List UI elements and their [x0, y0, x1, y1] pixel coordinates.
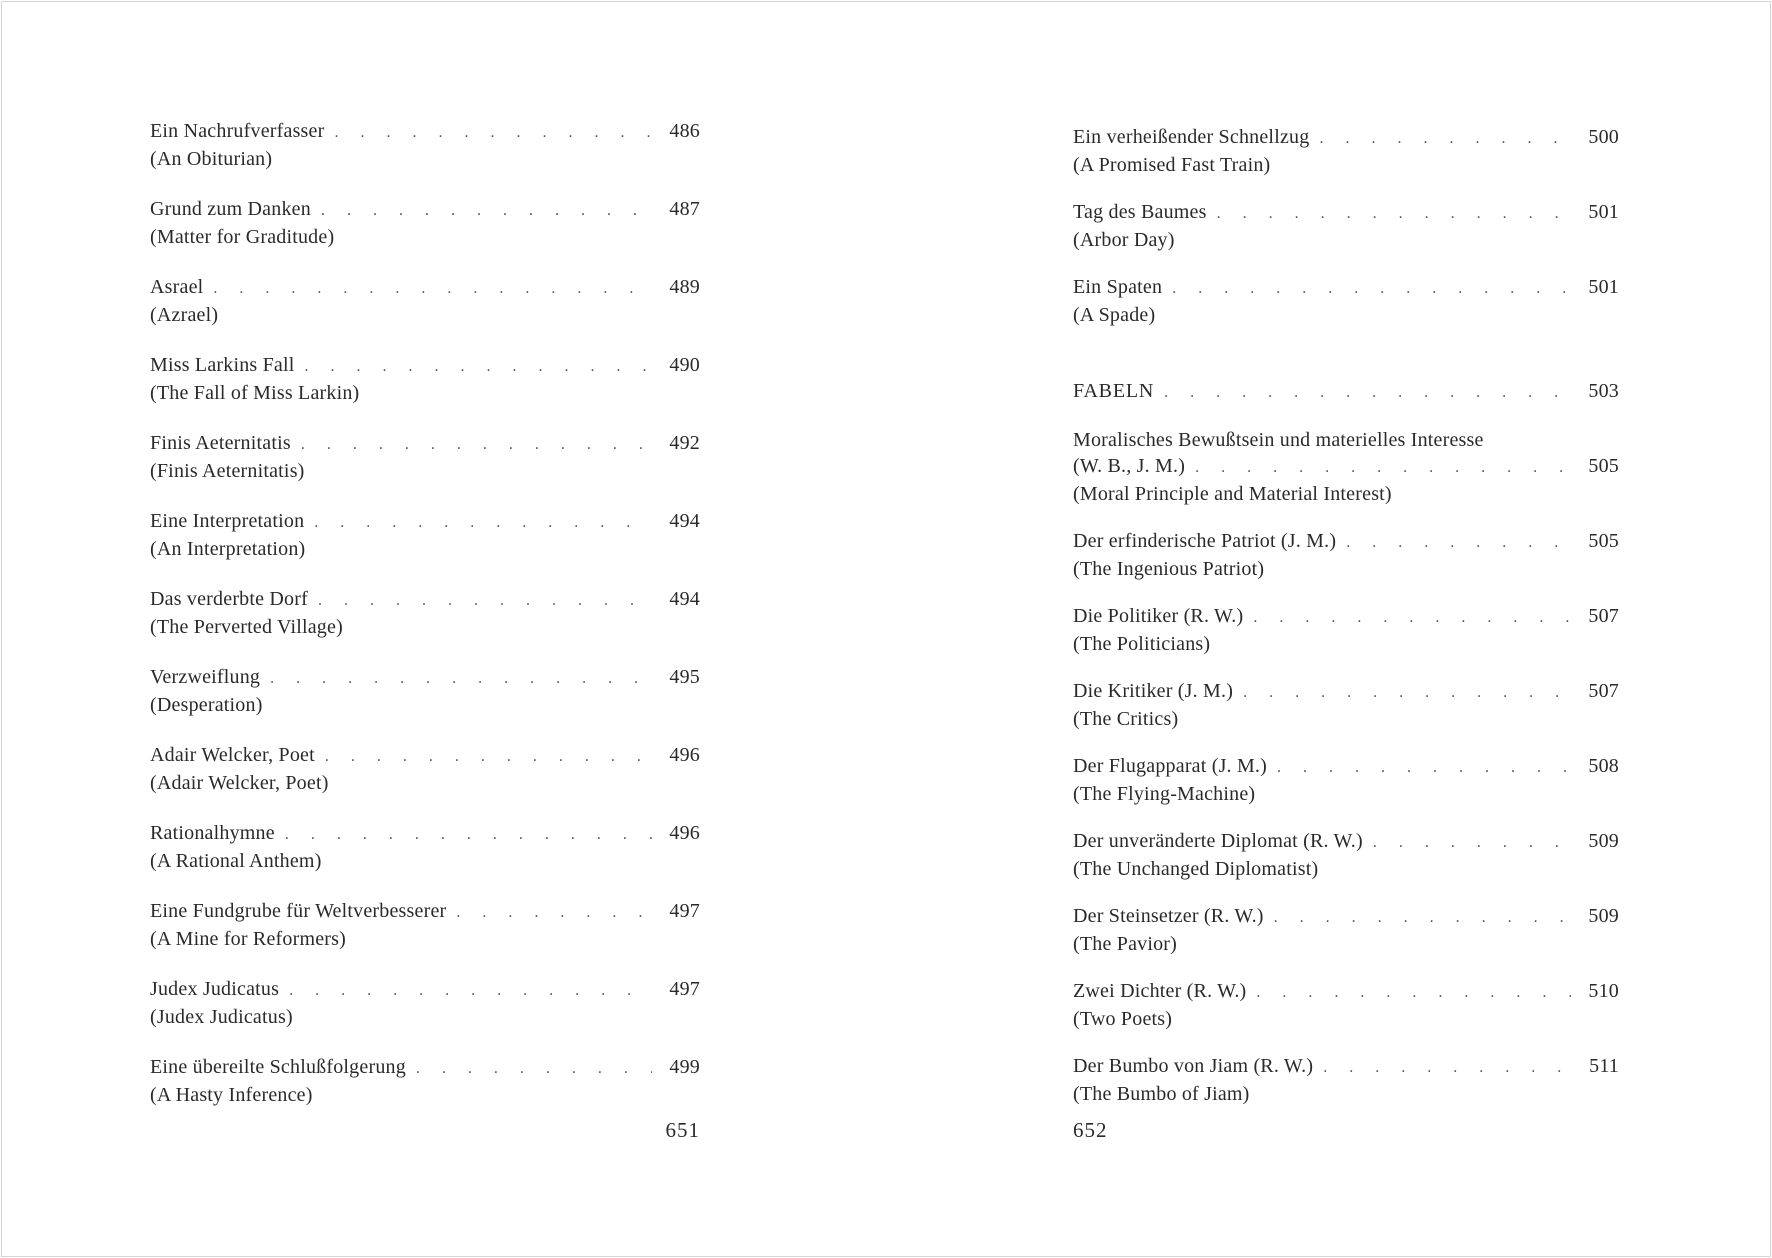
toc-entry [150, 976, 700, 1030]
entry-subtitle: (An Interpretation) [150, 538, 306, 560]
entry-page-number: 496 [669, 744, 700, 766]
toc-entry [1073, 828, 1619, 882]
entry-subtitle: (Finis Aeternitatis) [150, 460, 305, 482]
entry-subtitle: (The Perverted Village) [150, 616, 343, 638]
entry-subtitle: (Adair Welcker, Poet) [150, 772, 329, 794]
entry-title: Der unveränderte Diplomat (R. W.) [1073, 830, 1363, 852]
toc-entry [150, 508, 700, 562]
leader-dots [275, 822, 652, 848]
entry-subtitle: (Azrael) [150, 304, 219, 326]
entry-page-number: 507 [1588, 680, 1619, 702]
entry-title: Judex Judicatus [150, 978, 280, 1000]
entry-subtitle: (Desperation) [150, 694, 263, 716]
entry-title: Die Politiker (R. W.) [1073, 605, 1244, 627]
entry-title: Eine Fundgrube für Weltverbesserer [150, 900, 447, 922]
entry-subtitle: (A Spade) [1073, 304, 1156, 326]
leader-dots [1309, 126, 1571, 152]
entry-title: Moralisches Bewußtsein und materielles Interesse [1073, 429, 1484, 451]
toc-entry [150, 118, 700, 172]
entry-authors: (W. B., J. M.) [1073, 455, 1186, 477]
entry-title: Eine Interpretation [150, 510, 305, 532]
entry-page-number: 509 [1588, 905, 1619, 927]
leader-dots [315, 744, 652, 770]
leader-dots [1267, 755, 1571, 781]
toc-entry [150, 352, 700, 406]
toc-entry [1073, 199, 1619, 253]
entry-subtitle: (The Fall of Miss Larkin) [150, 382, 360, 404]
leader-dots [1243, 605, 1571, 631]
entry-title: Das verderbte Dorf [150, 588, 308, 610]
leader-dots [279, 978, 652, 1004]
leader-dots [324, 120, 652, 146]
toc-entry [150, 196, 700, 250]
leader-dots [1336, 530, 1571, 556]
entry-page-number: 510 [1588, 980, 1619, 1002]
entry-subtitle: (Judex Judicatus) [150, 1006, 293, 1028]
entry-title: Der Steinsetzer (R. W.) [1073, 905, 1264, 927]
leader-dots [308, 588, 652, 614]
entry-page-number: 487 [669, 198, 700, 220]
toc-entry [150, 898, 700, 952]
entry-subtitle: (The Pavior) [1073, 933, 1178, 955]
entry-subtitle: (A Hasty Inference) [150, 1084, 313, 1106]
leader-dots [1162, 276, 1571, 302]
entry-page-number: 494 [669, 588, 700, 610]
leader-dots [446, 900, 652, 926]
entry-page-number: 501 [1588, 276, 1619, 298]
toc-entry [150, 664, 700, 718]
toc-entry [1073, 1053, 1619, 1107]
leader-dots [311, 198, 652, 224]
toc-entry [1073, 274, 1619, 328]
book-spread [1, 1, 1771, 1257]
entry-subtitle: (Matter for Graditude) [150, 226, 335, 248]
toc-entry [150, 1054, 700, 1108]
entry-page-number: 489 [669, 276, 700, 298]
entry-page-number: 500 [1588, 126, 1619, 148]
entry-subtitle: (Moral Principle and Material Interest) [1073, 483, 1392, 505]
toc-entry [150, 586, 700, 640]
page-number-footer: 651 [665, 1118, 700, 1142]
entry-title: Der Bumbo von Jiam (R. W.) [1073, 1055, 1314, 1077]
toc-entry [1073, 528, 1619, 582]
entry-subtitle: (The Critics) [1073, 708, 1179, 730]
entry-page-number: 499 [669, 1056, 700, 1078]
entry-subtitle: (A Mine for Reformers) [150, 928, 347, 950]
toc-entry [1073, 903, 1619, 957]
leader-dots [1363, 830, 1571, 856]
leader-dots [304, 510, 652, 536]
leader-dots [1233, 680, 1571, 706]
entry-title: Ein Spaten [1073, 276, 1163, 298]
toc-entry [1073, 978, 1619, 1032]
toc-entry [1073, 753, 1619, 807]
entry-title: Miss Larkins Fall [150, 354, 295, 376]
leader-dots [1154, 380, 1571, 406]
entry-page-number: 492 [669, 432, 700, 454]
leader-dots [291, 432, 652, 458]
entry-page-number: 496 [669, 822, 700, 844]
entry-title: Finis Aeternitatis [150, 432, 291, 454]
entry-subtitle: (The Bumbo of Jiam) [1073, 1083, 1250, 1105]
leader-dots [203, 276, 652, 302]
section-title: FABELN [1073, 380, 1155, 402]
entry-page-number: 505 [1588, 455, 1619, 477]
entry-page-number: 494 [669, 510, 700, 532]
entry-title: Adair Welcker, Poet [150, 744, 315, 766]
entry-page-number: 486 [669, 120, 700, 142]
entry-subtitle: (The Flying-Machine) [1073, 783, 1256, 805]
entry-page-number: 508 [1588, 755, 1619, 777]
leader-dots [1246, 980, 1571, 1006]
entry-title: Grund zum Danken [150, 198, 311, 220]
entry-page-number: 497 [669, 978, 700, 1000]
entry-title: Ein Nachrufverfasser [150, 120, 325, 142]
entry-title: Die Kritiker (J. M.) [1073, 680, 1234, 702]
entry-title: Asrael [150, 276, 204, 298]
entry-page-number: 509 [1588, 830, 1619, 852]
toc-entry [1073, 678, 1619, 732]
entry-title: Rationalhymne [150, 822, 275, 844]
toc-entry [150, 274, 700, 328]
leader-dots [1185, 455, 1571, 481]
toc-entry [150, 820, 700, 874]
entry-subtitle: (A Rational Anthem) [150, 850, 322, 872]
toc-entry [1073, 603, 1619, 657]
entry-title: Der Flugapparat (J. M.) [1073, 755, 1267, 777]
entry-title: Zwei Dichter (R. W.) [1073, 980, 1247, 1002]
leader-dots [1207, 201, 1571, 227]
entry-title: Der erfinderische Patriot (J. M.) [1073, 530, 1337, 552]
leader-dots [1264, 905, 1571, 931]
entry-title: Verzweiflung [150, 666, 261, 688]
entry-subtitle: (The Ingenious Patriot) [1073, 558, 1265, 580]
entry-subtitle: (A Promised Fast Train) [1073, 154, 1271, 176]
entry-title: Eine übereilte Schlußfolgerung [150, 1056, 406, 1078]
entry-subtitle: (The Politicians) [1073, 633, 1211, 655]
leader-dots [406, 1056, 652, 1082]
leader-dots [295, 354, 652, 380]
entry-page-number: 501 [1588, 201, 1619, 223]
section-heading-fabeln [1073, 378, 1619, 406]
entry-page-number: 497 [669, 900, 700, 922]
toc-entry [1073, 427, 1619, 507]
entry-page-number: 490 [669, 354, 700, 376]
entry-title: Ein verheißender Schnellzug [1073, 126, 1310, 148]
leader-dots [260, 666, 652, 692]
toc-entry [150, 742, 700, 796]
leader-dots [1313, 1055, 1571, 1081]
entry-subtitle: (Two Poets) [1073, 1008, 1173, 1030]
entry-page-number: 495 [669, 666, 700, 688]
entry-page-number: 505 [1588, 530, 1619, 552]
entry-subtitle: (An Obiturian) [150, 148, 273, 170]
toc-entry [150, 430, 700, 484]
entry-page-number: 507 [1588, 605, 1619, 627]
entry-subtitle: (Arbor Day) [1073, 229, 1175, 251]
entry-page-number: 511 [1589, 1055, 1619, 1077]
entry-subtitle: (The Unchanged Diplomatist) [1073, 858, 1319, 880]
toc-entry [1073, 124, 1619, 178]
entry-title: Tag des Baumes [1073, 201, 1207, 223]
page-number-footer: 652 [1073, 1118, 1108, 1142]
section-page-number: 503 [1588, 380, 1619, 402]
